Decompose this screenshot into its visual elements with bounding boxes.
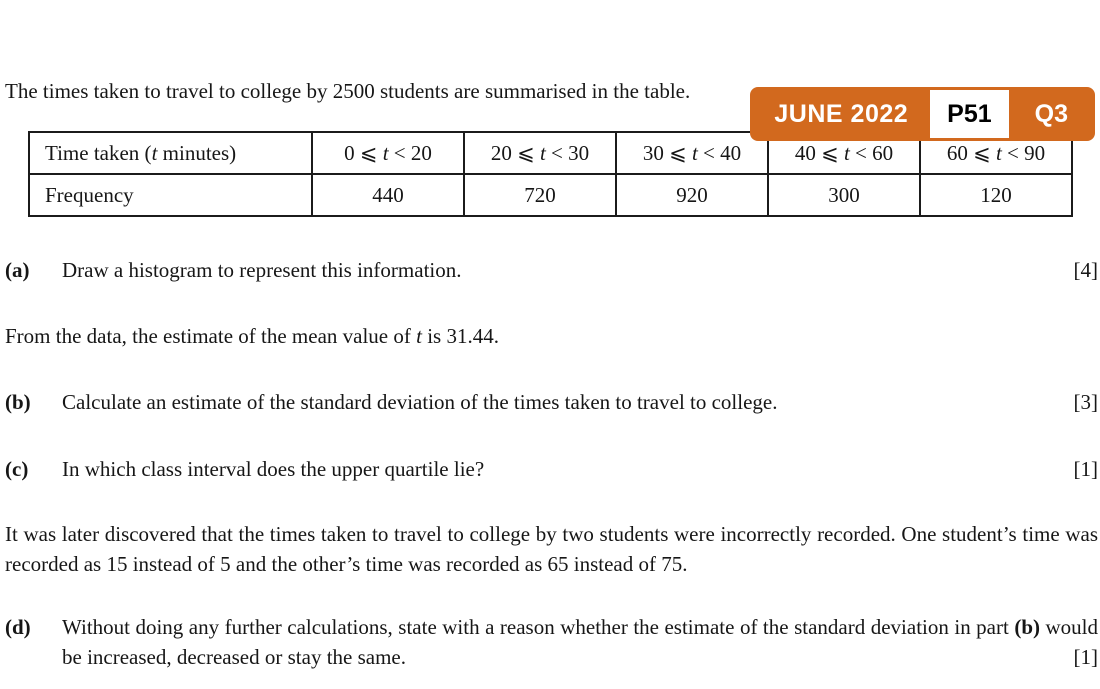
part-c — [5, 454, 1098, 484]
part-c-label: (c) — [5, 457, 29, 481]
part-a — [5, 255, 1098, 285]
part-a-body — [62, 255, 1098, 285]
interval-cell-4: 60 ⩽ t < 90 — [920, 132, 1072, 174]
frequency-cell-0: 440 — [312, 174, 464, 216]
part-a-label: (a) — [5, 258, 30, 282]
interval-cell-0: 0 ⩽ t < 20 — [312, 132, 464, 174]
table-header-time-taken: Time taken (t minutes) — [29, 132, 312, 174]
part-b-marks: [3] — [1073, 390, 1098, 414]
part-d-label: (d) — [5, 615, 31, 639]
frequency-cell-2: 920 — [616, 174, 768, 216]
part-c-text: In which class interval does the upper quartile lie? — [62, 457, 485, 481]
question-badge — [750, 87, 1095, 141]
badge-session-label: JUNE 2022 — [774, 99, 909, 128]
badge-paper-label: P51 — [930, 90, 1008, 138]
part-c-marks: [1] — [1073, 457, 1098, 481]
badge-question-label: Q3 — [1034, 99, 1068, 128]
mean-note: From the data, the estimate of the mean value of t is 31.44. — [5, 324, 499, 348]
part-d-text-bold: (b) — [1014, 615, 1040, 639]
interval-cell-2: 30 ⩽ t < 40 — [616, 132, 768, 174]
frequency-cell-4: 120 — [920, 174, 1072, 216]
question-page — [0, 79, 1100, 672]
frequency-table — [28, 131, 1073, 217]
part-b-body — [62, 387, 1098, 417]
interval-cell-1: 20 ⩽ t < 30 — [464, 132, 616, 174]
table-row-frequencies — [29, 174, 1072, 216]
intro-text: The times taken to travel to college by 2500 students are summarised in the table. — [5, 79, 691, 103]
part-d-text-pre: Without doing any further calculations, state with a reason whether the estimate of the standard deviation in part — [62, 615, 1015, 639]
frequency-cell-3: 300 — [768, 174, 920, 216]
part-a-marks: [4] — [1073, 258, 1098, 282]
part-b-text: Calculate an estimate of the standard deviation of the times taken to travel to college. — [62, 390, 778, 414]
table-header-frequency: Frequency — [29, 174, 312, 216]
part-d-text-post: would be increased, decreased or stay the same. — [62, 615, 1098, 669]
part-b — [5, 387, 1098, 417]
part-d-marks: [1] — [1073, 645, 1098, 669]
frequency-cell-1: 720 — [464, 174, 616, 216]
part-a-text: Draw a histogram to represent this information. — [62, 258, 462, 282]
part-c-body — [62, 454, 1098, 484]
part-d-body — [62, 612, 1098, 672]
part-b-label: (b) — [5, 390, 31, 414]
correction-note: It was later discovered that the times taken to travel to college by two students were incorrectly recorded. One student’s time was recorded as 15 instead of 5 and the other’s time was recorded as 65 instead of 75. — [5, 522, 1098, 576]
part-d — [5, 612, 1098, 672]
interval-cell-3: 40 ⩽ t < 60 — [768, 132, 920, 174]
